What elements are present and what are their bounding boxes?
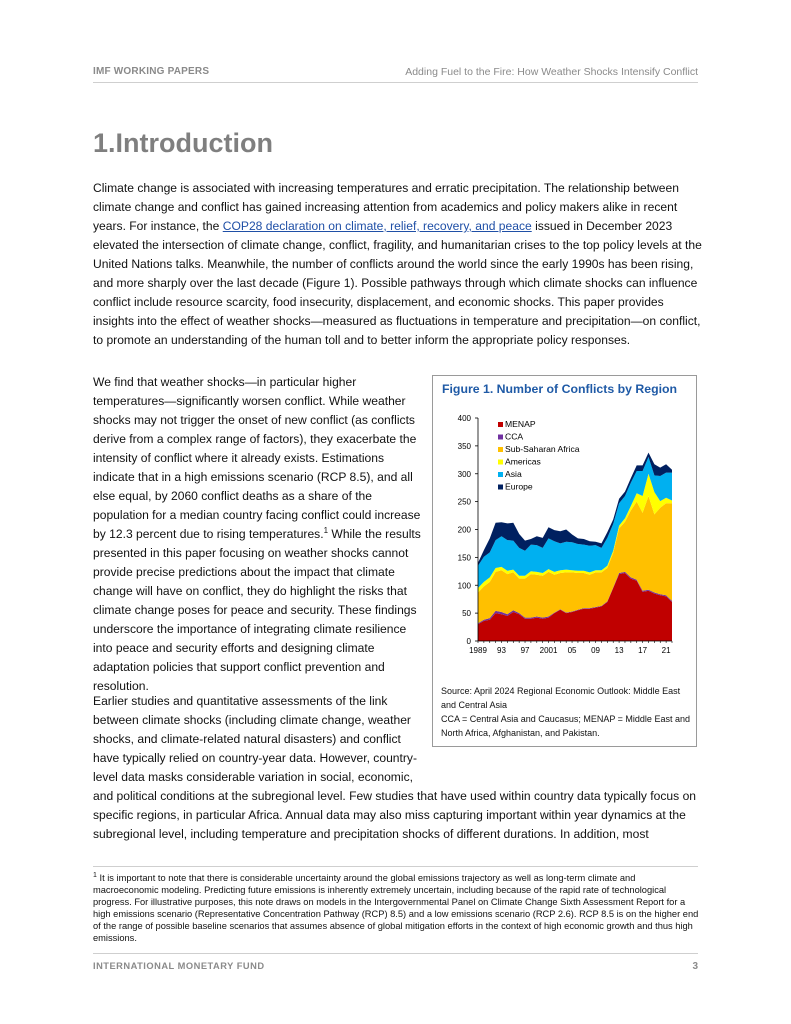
legend-swatch [498,485,503,490]
x-tick-label: 13 [614,646,624,655]
legend-label: Europe [505,481,533,492]
paragraph-1: Climate change is associated with increasing temperatures and erratic precipitation. The relationship between climate change and conflict has gained increasing attention from academics and policy makers alike in recent years. For instance, the COP28 declaration on climate, relief, recovery, and peace issued in December 2023 elevated the intersection of climate change, conflict, fragility, and humanitarian crises to the top policy levels at the United Nations talks. Meanwhile, the number of conflicts around the world since the early 1990s has been rising, and more sharply over the last decade (Figure 1). Possible pathways through which climate shocks can influence conflict include resource scarcity, food insecurity, displacement, and economic shocks. This paper provides insights into the effect of weather shocks—measured as fluctuations in temperature and precipitation—on conflict, to promote an understanding of the human toll and to better inform the appropriate policy responses. [93,181,702,347]
legend-swatch [498,472,503,477]
y-tick-label: 150 [457,553,471,563]
legend-label: CCA [505,431,524,442]
legend-label: Americas [505,456,541,467]
x-tick-label: 93 [497,646,506,655]
figure-notes [441,685,693,741]
x-tick-label: 97 [520,646,530,655]
x-tick-label: 09 [591,646,601,655]
x-tick-label: 05 [567,646,577,655]
paragraph-2: We find that weather shocks—in particular higher temperatures—significantly worsen conflict. While weather shocks may not trigger the onset of new conflict (as conflicts derive from a complex range of factors), they exacerbate the intensity of conflict where it already exists. Estimations indicate that in a high emissions scenario (RCP 8.5), and all else equal, by 2060 conflict deaths as a share of the population for a median country facing conflict could increase by 12.3 percent due to rising temperatures.$^1$ While the results presented in this paper focusing on weather shocks cannot provide precise predictions about the impact that climate change will have on conflict, they do highlight the risks that climate change poses for peace and security. These findings underscore the importance of integrating climate resilience into peace and security efforts and designing climate adaptation policies that support conflict prevention and resolution. [93,375,421,693]
legend-swatch [498,435,503,440]
x-tick-label: 17 [638,646,648,655]
legend-swatch [498,422,503,427]
paragraph-3-wrapped: Earlier studies and quantitative assessments of the link between climate shocks (including climate change, weather shocks, and climate-related natural disasters) and conflict have typically relied on country-year data. However, country-level data masks considerable variation in social, economic, [93,694,417,784]
y-tick-label: 0 [466,637,471,646]
footer-organization: INTERNATIONAL MONETARY FUND [93,961,265,971]
running-header-series: IMF WORKING PAPERS [93,66,210,77]
y-tick-label: 300 [457,469,471,479]
y-tick-label: 200 [457,525,471,535]
y-tick-label: 350 [457,441,471,451]
y-tick-label: 250 [457,497,471,507]
footnote-1: $^1$ It is important to note that there is considerable uncertainty around the global emissions trajectory as well as long-term climate and macroeconomic modeling. Predicting future emissions is inherently extremely uncertain, including because of the rapid rate of technological progress. For illustrative purposes, this note draws on models in the Intergovernmental Panel on Climate Change Sixth Assessment Report for a high emissions scenario (Representative Concentration Pathway (RCP) 8.5) and a low emissions scenario (RCP 2.6). RCP 8.5 is on the higher end of the range of possible baseline scenarios that assumes absence of global mitigation efforts in the context of high economic growth and thus high emissions. [93,871,699,944]
figure-source: Source: April 2024 Regional Economic Outlook: Middle East and Central Asia [441,686,681,710]
running-header-title: Adding Fuel to the Fire: How Weather Shocks Intensify Conflict [405,66,698,78]
page-number: 3 [692,961,698,972]
y-tick-label: 50 [462,609,471,619]
footer-divider [93,953,698,954]
footnote-divider [93,866,698,867]
conflicts-area-chart [440,405,690,660]
legend-label: MENAP [505,419,536,429]
y-tick-label: 400 [457,414,471,423]
legend-swatch [498,460,503,465]
x-tick-label: 1989 [469,646,487,655]
figure-title: Figure 1. Number of Conflicts by Region [442,382,678,396]
x-tick-label: 21 [661,646,671,655]
figure-abbrev-note: CCA = Central Asia and Caucasus; MENAP = Middle East and North Africa, Afghanistan, and Pakistan. [441,714,690,738]
footnote-reference[interactable]: 1 [323,525,329,535]
x-tick-label: 2001 [539,646,558,655]
legend-label: Sub-Saharan Africa [505,444,580,454]
section-title: 1.Introduction [93,128,273,158]
header-divider [93,82,698,83]
cop28-declaration-link[interactable]: COP28 declaration on climate, relief, recovery, and peace [222,219,532,233]
legend-swatch [498,447,503,452]
legend-label: Asia [505,469,522,479]
y-tick-label: 100 [457,581,471,591]
paragraph-3-continued: and political conditions at the subregional level. Few studies that have used within country data typically focus on specific regions, in particular Africa. Annual data may also miss capturing important within year dynamics at the subregional level, including temperature and precipitation shocks of different durations. In addition, most [93,789,697,841]
